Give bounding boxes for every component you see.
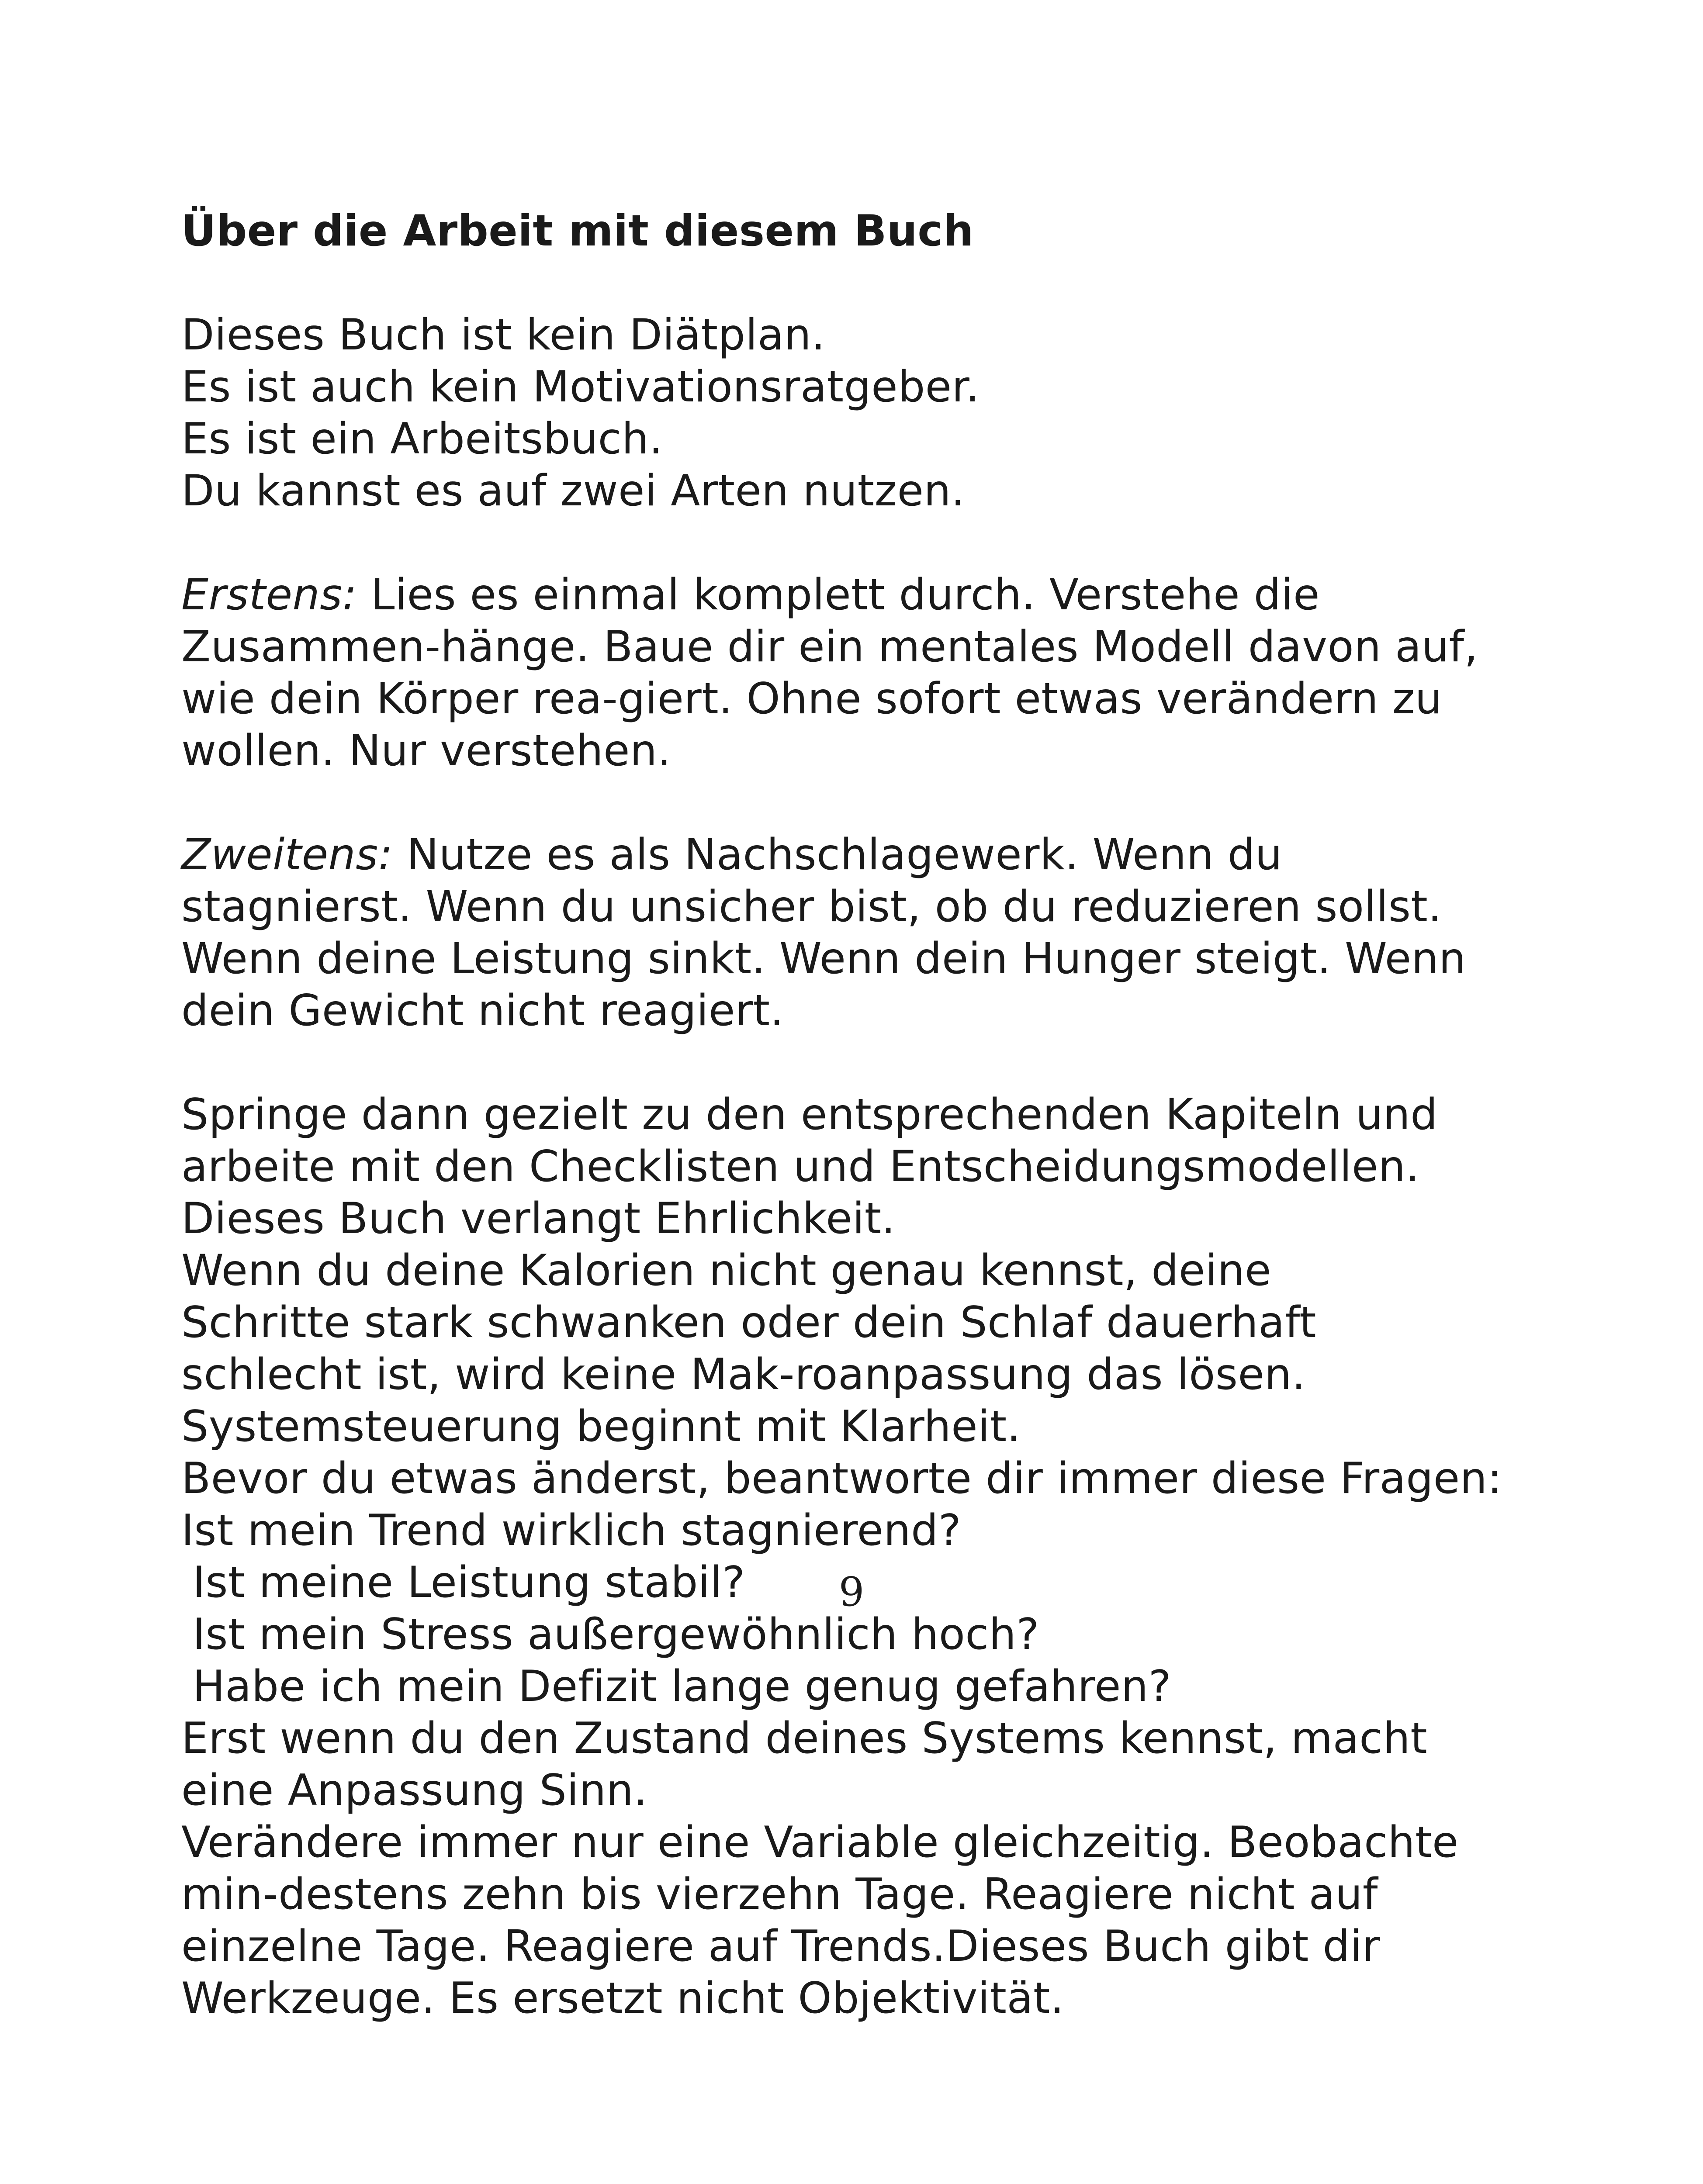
- text-line: Systemsteuerung beginnt mit Klarheit.: [181, 1402, 1021, 1451]
- text-line: Zusammen-hänge. Baue dir ein mentales Modell davon auf,: [181, 622, 1478, 672]
- second-line-text: Nutze es als Nachschlagewerk. Wenn du: [393, 830, 1283, 880]
- text-line: eine Anpassung Sinn.: [181, 1766, 647, 1815]
- text-line: Werkzeuge. Es ersetzt nicht Objektivität.: [181, 1973, 1064, 2023]
- intro-paragraph: [181, 309, 1531, 517]
- text-line: Erst wenn du den Zustand deines Systems kennst, macht: [181, 1714, 1428, 1763]
- text-line: Es ist ein Arbeitsbuch.: [181, 414, 663, 464]
- page-number: 9: [838, 1569, 865, 1615]
- text-line: Schritte stark schwanken oder dein Schlaf dauerhaft: [181, 1298, 1317, 1348]
- text-line: Verändere immer nur eine Variable gleichzeitig. Beobachte: [181, 1818, 1459, 1867]
- first-line-text: Lies es einmal komplett durch. Verstehe die: [357, 570, 1320, 620]
- text-line: wollen. Nur verstehen.: [181, 726, 672, 776]
- question-line: Ist meine Leistung stabil?: [193, 1558, 745, 1607]
- text-line: Du kannst es auf zwei Arten nutzen.: [181, 466, 965, 516]
- text-line: dein Gewicht nicht reagiert.: [181, 986, 784, 1036]
- question-line: Ist mein Trend wirklich stagnierend?: [181, 1506, 962, 1555]
- text-line: arbeite mit den Checklisten und Entscheidungsmodellen.: [181, 1142, 1420, 1192]
- first-paragraph: [181, 569, 1531, 777]
- second-paragraph: [181, 829, 1531, 1037]
- text-line: [181, 829, 1531, 881]
- question-line: Habe ich mein Defizit lange genug gefahren?: [193, 1662, 1172, 1711]
- page-content: [181, 205, 1531, 2025]
- text-line: min-destens zehn bis vierzehn Tage. Reagiere nicht auf: [181, 1870, 1378, 1919]
- second-label: Zweitens:: [181, 830, 393, 880]
- first-label: Erstens:: [181, 570, 357, 620]
- text-line: Wenn deine Leistung sinkt. Wenn dein Hunger steigt. Wenn: [181, 934, 1466, 984]
- question-line: Ist mein Stress außergewöhnlich hoch?: [193, 1610, 1039, 1659]
- text-line: Dieses Buch ist kein Diätplan.: [181, 310, 825, 360]
- text-line: stagnierst. Wenn du unsicher bist, ob du reduzieren sollst.: [181, 882, 1442, 932]
- text-line: schlecht ist, wird keine Mak-roanpassung das lösen.: [181, 1350, 1306, 1400]
- text-line: Es ist auch kein Motivationsratgeber.: [181, 362, 980, 412]
- text-line: einzelne Tage. Reagiere auf Trends.Dieses Buch gibt dir: [181, 1921, 1380, 1971]
- section-heading: Über die Arbeit mit diesem Buch: [181, 206, 974, 256]
- text-line: Wenn du deine Kalorien nicht genau kennst, deine: [181, 1246, 1271, 1296]
- text-line: [181, 569, 1531, 621]
- text-line: Bevor du etwas änderst, beantworte dir immer diese Fragen:: [181, 1454, 1502, 1503]
- body-paragraph: [181, 1089, 1531, 2025]
- text-line: Dieses Buch verlangt Ehrlichkeit.: [181, 1194, 896, 1244]
- text-line: Springe dann gezielt zu den entsprechenden Kapiteln und: [181, 1090, 1438, 1140]
- text-line: wie dein Körper rea-giert. Ohne sofort etwas verändern zu: [181, 674, 1443, 724]
